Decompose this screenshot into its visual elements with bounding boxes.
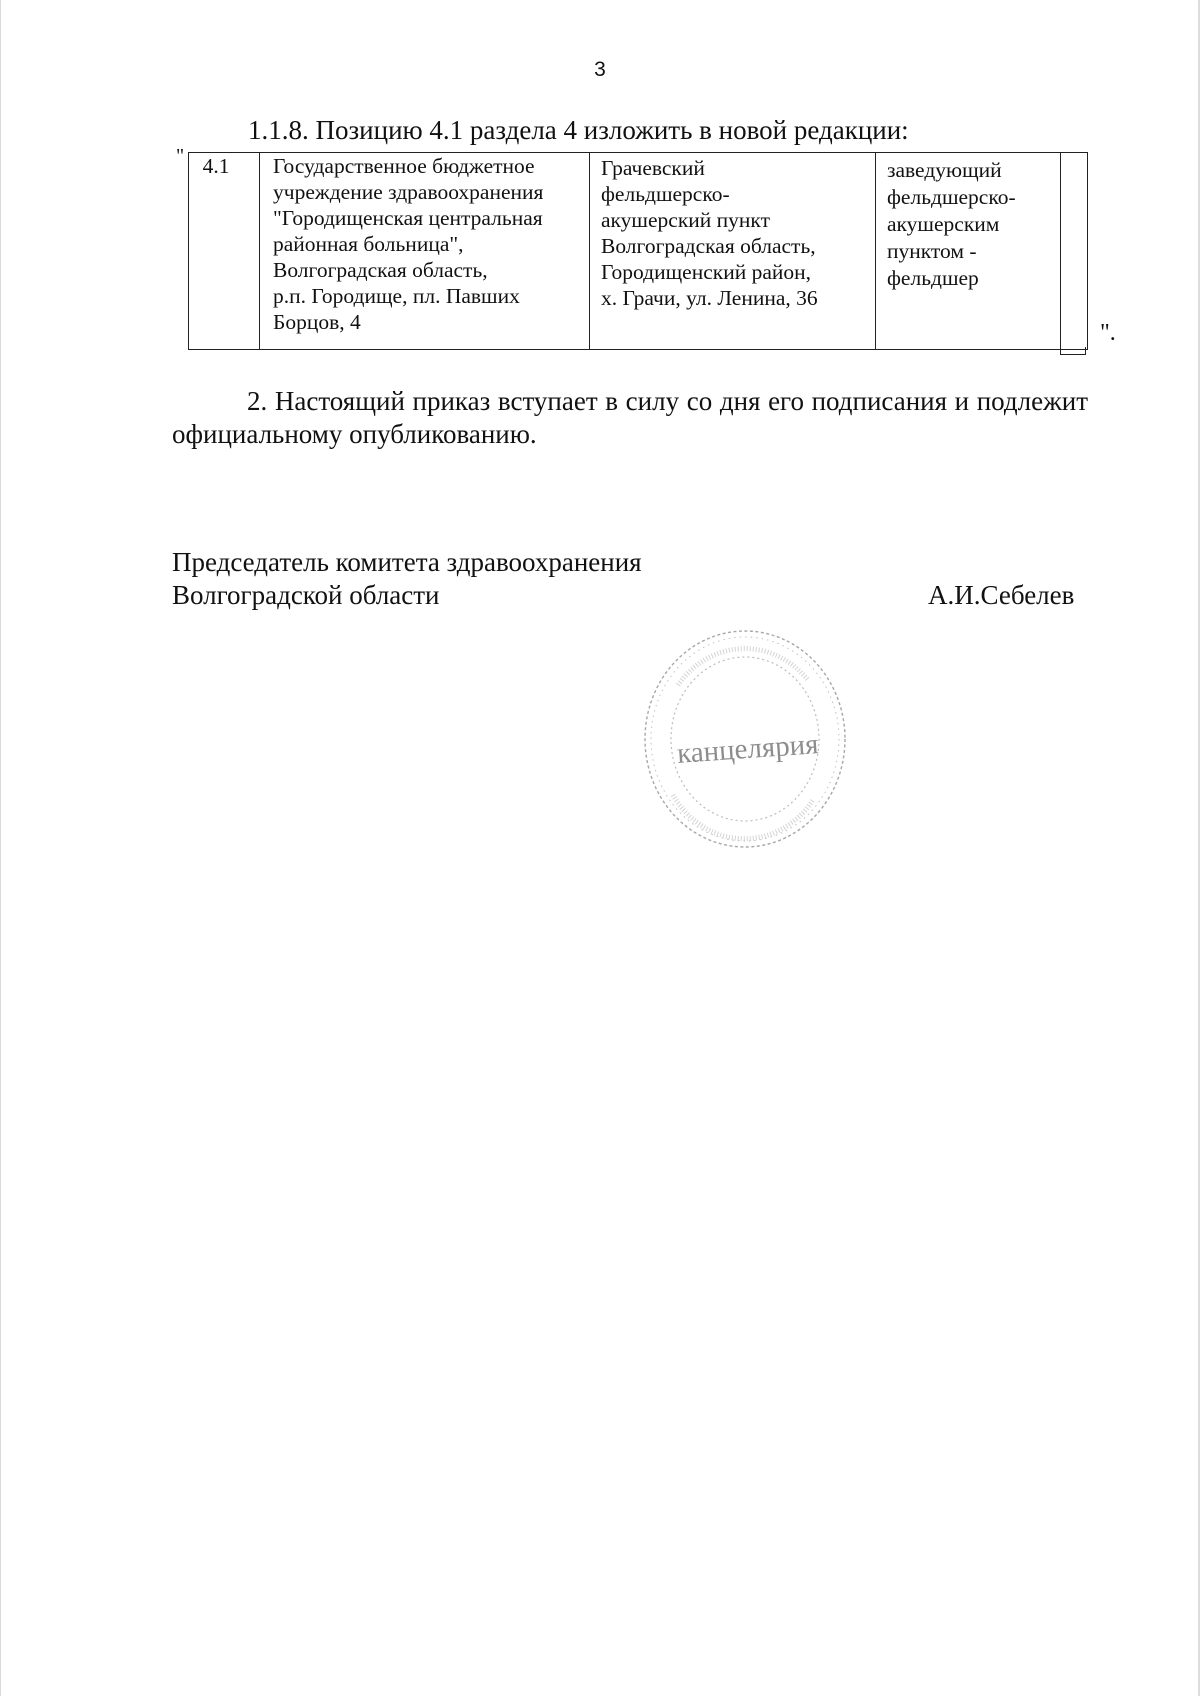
institution-line: Государственное бюджетное [273, 154, 535, 178]
position-title-line: акушерским [887, 212, 1000, 236]
table-border-fragment [1060, 347, 1086, 355]
institution-line: Волгоградская область, [273, 258, 488, 282]
cell-empty [1061, 153, 1088, 350]
position-title-line: фельдшерско- [887, 185, 1016, 209]
location-line: фельдшерско- [601, 182, 730, 206]
table-row [189, 153, 1088, 350]
location-line: Грачевский [601, 156, 705, 180]
page-number: 3 [594, 58, 606, 81]
location-text [590, 153, 875, 311]
position-table [188, 152, 1088, 350]
institution-line: "Городищенская центральная [273, 206, 543, 230]
position-title-line: пунктом - [887, 239, 977, 263]
institution-line: районная больница", [273, 232, 464, 256]
signer-title [172, 546, 642, 612]
cell-location [590, 153, 876, 350]
institution-line: Борцов, 4 [273, 310, 361, 334]
institution-text [260, 153, 589, 335]
closing-quote: ". [1100, 320, 1116, 346]
location-line: х. Грачи, ул. Ленина, 36 [601, 286, 818, 310]
position-title-line: заведующий [887, 158, 1002, 182]
signer-title-line-1: Председатель комитета здравоохранения [172, 547, 642, 577]
location-line: Городищенский район, [601, 260, 812, 284]
cell-position-title [876, 153, 1061, 350]
stamp-seal-image [638, 625, 856, 860]
stamp-text: канцелярия [675, 728, 820, 770]
signer-title-line-2: Волгоградской области [172, 580, 440, 610]
position-title-line: фельдшер [887, 266, 979, 290]
cell-position-number [189, 153, 260, 350]
signer-name: А.И.Себелев [928, 580, 1075, 610]
paragraph-heading: 1.1.8. Позицию 4.1 раздела 4 изложить в новой редакции: [248, 115, 909, 145]
cell-institution [260, 153, 590, 350]
scan-edge-left [0, 0, 1, 1696]
position-number: 4.1 [202, 154, 230, 178]
opening-quote: " [176, 145, 185, 167]
institution-line: учреждение здравоохранения [273, 180, 544, 204]
paragraph-2: 2. Настоящий приказ вступает в силу со дня его подписания и подлежит официальному опубликованию. [172, 386, 1088, 449]
institution-line: р.п. Городище, пл. Павших [273, 284, 520, 308]
office-stamp [638, 625, 856, 860]
location-line: акушерский пункт [601, 208, 770, 232]
location-line: Волгоградская область, [601, 234, 816, 258]
position-title-text [876, 153, 1060, 292]
